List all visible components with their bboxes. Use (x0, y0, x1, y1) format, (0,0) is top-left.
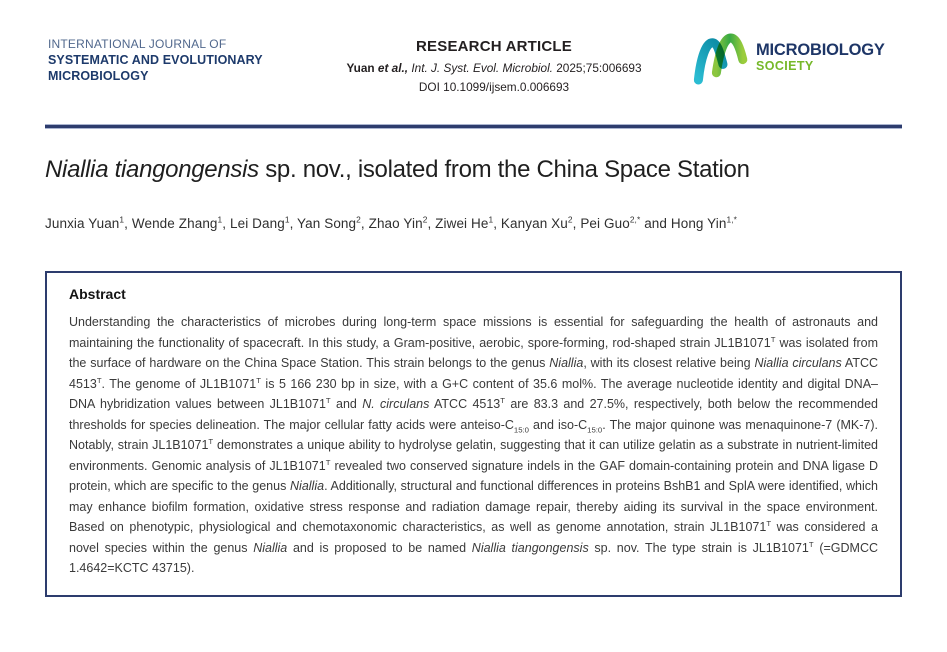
author-list: Junxia Yuan$^1$, Wende Zhang$^1$, Lei Dang$^1$, Yan Song$^2$, Zhao Yin$^2$, Ziwei He$^1$, Kanyan Xu$^2$, Pei Guo$^{2,*}$ and Hong Yin$^{1,*}$ (45, 214, 737, 231)
article-type-label: RESEARCH ARTICLE (416, 38, 572, 55)
citation-line: Yuan et al., Int. J. Syst. Evol. Microbiol. 2025;75:006693 (346, 61, 642, 75)
society-m-icon (690, 32, 750, 86)
journal-name-block (48, 36, 298, 84)
society-logo-line2: SOCIETY (756, 59, 814, 73)
society-logo-line1: MICROBIOLOGY (756, 41, 885, 59)
journal-name-line1: INTERNATIONAL JOURNAL OF (48, 37, 227, 51)
article-meta-block (298, 38, 690, 94)
abstract-heading: Abstract (69, 286, 126, 302)
journal-name-line2: SYSTEMATIC AND EVOLUTIONARY (48, 53, 263, 67)
doi-line: DOI 10.1099/ijsem.0.006693 (418, 80, 570, 94)
page-header (0, 0, 947, 94)
article-title: Niallia tiangongensis sp. nov., isolated from the China Space Station (45, 156, 750, 183)
header-divider (45, 124, 902, 129)
society-logo-text (756, 42, 885, 73)
abstract-box (45, 271, 902, 597)
microbiology-society-logo (690, 36, 905, 86)
abstract-text: Understanding the characteristics of microbes during long-term space missions is essential for safeguarding the health of astronauts and maintaining the functionality of spacecraft. In this study, a Gram-positive, aerobic, spore-forming, rod-shaped strain $JL1B1071^T$ was isolated from the surface of hardware on the China Space Station. This strain belongs to the genus Niallia, with its closest relative being Niallia circulans ATCC $4513^T$. The genome of $JL1B1071^T$ is 5 166 230 bp in size, with a G+C content of 35.6 mol%. The average nucleotide identity and digital DNA–DNA hybridization values between $JL1B1071^T$ and N. circulans ATCC $4513^T$ are 83.3 and 27.5%, respectively, both below the recommended thresholds for species delineation. The major cellular fatty acids were anteiso-$C_{15:0}$ and iso-$C_{15:0}$. The major quinone was menaquinone-7 (MK-7). Notably, strain $JL1B1071^T$ demonstrates a unique ability to hydrolyse gelatin, suggesting that it can utilize gelatin as a substrate in nutrient-limited environments. Genomic analysis of $JL1B1071^T$ revealed two conserved signature indels in the GAF domain-containing protein and DNA ligase D protein, which are specific to the genus Niallia. Additionally, structural and functional differences in proteins BshB1 and SplA were identified, which may enhance biofilm formation, oxidative stress response and radiation damage repair, thereby aiding its survival in the space environment. Based on phenotypic, physiological and chemotaxonomic characteristics, as well as genome annotation, strain $JL1B1071^T$ was considered a novel species within the genus Niallia and is proposed to be named Niallia tiangongensis sp. nov. The type strain is $JL1B1071^T$ (=GDMCC 1.4642=KCTC 43715). (69, 315, 879, 575)
journal-name-line3: MICROBIOLOGY (48, 69, 149, 83)
